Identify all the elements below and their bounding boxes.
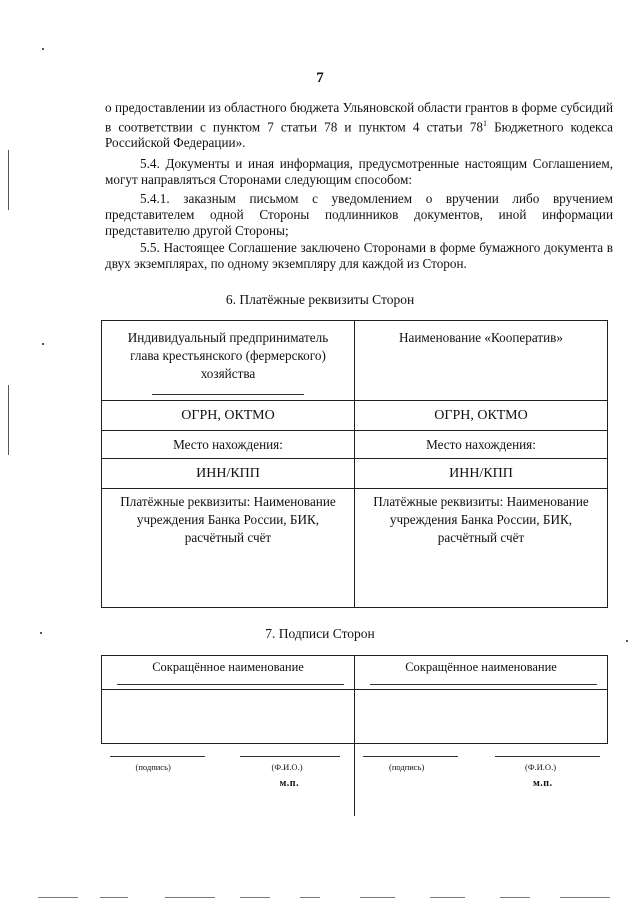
ogrn-row xyxy=(102,401,608,431)
left-party-header: Индивидуальный предприниматель глава крестьянского (фермерского) хозяйства xyxy=(102,321,355,401)
right-short-name-underline xyxy=(370,684,597,685)
scan-margin-line xyxy=(8,150,9,210)
right-short-name-cell xyxy=(355,656,608,690)
right-fio-line xyxy=(495,756,600,757)
right-stamp-label: м.п. xyxy=(533,778,553,789)
scan-margin-dot xyxy=(40,632,42,634)
section-6-title: 6. Платёжные реквизиты Сторон xyxy=(225,292,415,307)
signature-blank-row xyxy=(102,690,608,744)
paragraph-5-4: 5.4. Документы и иная информация, предусмотренные настоящим Соглашением, могут направляться Сторонами следующим способом: xyxy=(105,156,613,187)
right-signature-cell xyxy=(355,744,608,816)
right-bank-details: Платёжные реквизиты: Наименование учреждения Банка России, БИК, расчётный счёт xyxy=(355,489,608,608)
left-name-underline xyxy=(152,394,304,395)
signature-sign-row xyxy=(102,744,608,816)
left-short-name-cell xyxy=(102,656,355,690)
left-short-name-underline xyxy=(117,684,344,685)
left-fio-line xyxy=(240,756,340,757)
signatures-table xyxy=(101,655,608,816)
left-signature-cell xyxy=(102,744,355,816)
scan-margin-dot xyxy=(42,48,44,50)
bank-row xyxy=(102,489,608,608)
scan-margin-dot xyxy=(626,640,628,642)
section-7-title: 7. Подписи Сторон xyxy=(265,626,375,641)
right-ogrn: ОГРН, ОКТМО xyxy=(355,401,608,431)
paragraph-grant-intro: о предоставлении из областного бюджета Ульяновской области грантов в форме субсидий в соответствии с пунктом 7 статьи 78 и пунктом 4 статьи $78^1$ Бюджетного кодекса Российской Федерации». xyxy=(105,100,613,151)
scan-footer-line xyxy=(360,897,395,898)
left-blank-cell xyxy=(102,690,355,744)
scan-footer-line xyxy=(560,897,610,898)
location-row xyxy=(102,431,608,459)
header-row xyxy=(102,321,608,401)
left-bank-details: Платёжные реквизиты: Наименование учреждения Банка России, БИК, расчётный счёт xyxy=(102,489,355,608)
scan-footer-line xyxy=(165,897,215,898)
right-blank-cell xyxy=(355,690,608,744)
right-location: Место нахождения: xyxy=(355,431,608,459)
right-short-name: Сокращённое наименование xyxy=(405,660,557,674)
paragraph-5-4-1: 5.4.1. заказным письмом с уведомлением о вручении либо вручением представителем одной Стороны подлинников документов, иной информации представителю другой Стороны; xyxy=(105,191,613,238)
scan-margin-dot xyxy=(42,343,44,345)
scan-footer-line xyxy=(100,897,128,898)
right-signature-label: (подпись) xyxy=(389,762,425,772)
signature-name-row xyxy=(102,656,608,690)
left-ogrn: ОГРН, ОКТМО xyxy=(102,401,355,431)
left-inn: ИНН/КПП xyxy=(102,459,355,489)
scan-footer-line xyxy=(500,897,530,898)
inn-row xyxy=(102,459,608,489)
left-location: Место нахождения: xyxy=(102,431,355,459)
scan-margin-line xyxy=(8,385,9,455)
paragraph-5-5: 5.5. Настоящее Соглашение заключено Сторонами в форме бумажного документа в двух экземплярах, по одному экземпляру для каждой из Сторон. xyxy=(105,240,613,271)
left-signature-line xyxy=(110,756,205,757)
right-fio-label: (Ф.И.О.) xyxy=(525,762,557,772)
page-number: 7 xyxy=(316,70,324,86)
scan-footer-line xyxy=(430,897,465,898)
left-fio-label: (Ф.И.О.) xyxy=(271,762,303,772)
left-short-name: Сокращённое наименование xyxy=(152,660,304,674)
right-party-header: Наименование «Кооператив» xyxy=(355,321,608,401)
payment-details-table xyxy=(101,320,608,608)
scan-footer-line xyxy=(38,897,78,898)
right-inn: ИНН/КПП xyxy=(355,459,608,489)
right-signature-line xyxy=(363,756,458,757)
left-stamp-label: м.п. xyxy=(279,778,300,789)
footnote-marker: 1 xyxy=(482,119,487,128)
scan-footer-line xyxy=(240,897,270,898)
scan-footer-line xyxy=(300,897,320,898)
left-signature-label: (подпись) xyxy=(135,762,171,772)
